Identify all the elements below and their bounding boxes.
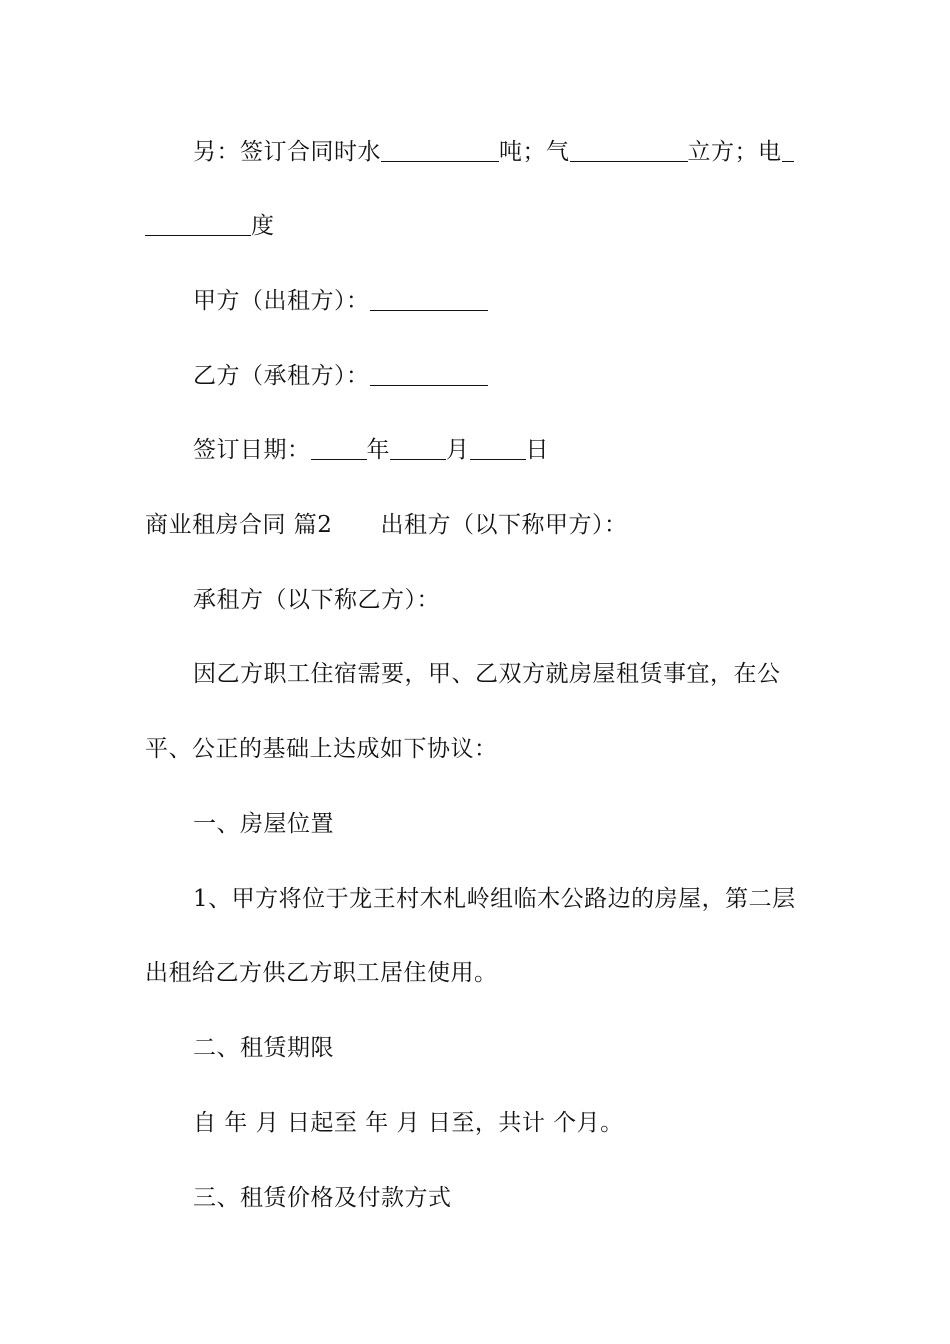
clause-2-heading <box>193 1033 334 1063</box>
electricity-unit: 度 <box>251 213 275 239</box>
utilities-prefix: 另：签订合同时水 <box>193 139 381 165</box>
sign-date-label: 签订日期： <box>193 437 311 463</box>
electricity-continuation-line <box>145 211 275 241</box>
lessor-label: 出租方（以下称甲方）： <box>380 512 628 538</box>
clause-2-title: 二、租赁期限 <box>193 1035 334 1061</box>
gas-label: 吨；气 <box>499 139 570 165</box>
party-b-blank <box>370 363 488 386</box>
intro-text-1: 因乙方职工住宿需要，甲、乙双方就房屋租赁事宜，在公 <box>193 661 781 687</box>
year-label: 年 <box>366 437 390 463</box>
lessee-line <box>193 585 440 615</box>
party-a-line <box>193 286 488 316</box>
party-a-label: 甲方（出租方）： <box>193 288 370 314</box>
clause-1-text-2: 出租给乙方供乙方职工居住使用。 <box>145 960 498 986</box>
sign-date-line <box>193 435 549 465</box>
intro-paragraph-line-2 <box>145 734 498 764</box>
day-blank <box>470 437 526 460</box>
intro-paragraph-line-1 <box>193 659 781 689</box>
clause-1-body-line-2 <box>145 958 498 988</box>
intro-text-2: 平、公正的基础上达成如下协议： <box>145 736 498 762</box>
clause-1-heading <box>193 809 334 839</box>
lease-term-text: 自 年 月 日起至 年 月 日至，共计 个月。 <box>193 1110 624 1136</box>
clause-1-body-line-1 <box>193 884 796 914</box>
clause-1-title: 一、房屋位置 <box>193 811 334 837</box>
year-blank <box>311 437 367 460</box>
water-blank <box>381 139 499 162</box>
lessee-label: 承租方（以下称乙方）： <box>193 587 440 613</box>
clause-1-text-1: 1、甲方将位于龙王村木札岭组临木公路边的房屋，第二层 <box>193 886 796 912</box>
electricity-label: 立方；电 <box>687 139 782 165</box>
electricity-blank-start <box>782 139 794 162</box>
section-heading-line <box>145 510 627 540</box>
contract-heading: 商业租房合同 篇2 <box>145 512 333 538</box>
party-b-line <box>193 361 488 391</box>
party-b-label: 乙方（承租方）： <box>193 363 370 389</box>
electricity-blank-end <box>145 213 251 236</box>
party-a-blank <box>370 288 488 311</box>
month-label: 月 <box>446 437 470 463</box>
day-label: 日 <box>525 437 549 463</box>
clause-2-body <box>193 1108 624 1138</box>
gas-blank <box>570 139 688 162</box>
clause-3-title: 三、租赁价格及付款方式 <box>193 1185 452 1211</box>
clause-3-heading <box>193 1183 452 1213</box>
utilities-reading-line <box>193 137 794 167</box>
month-blank <box>390 437 446 460</box>
